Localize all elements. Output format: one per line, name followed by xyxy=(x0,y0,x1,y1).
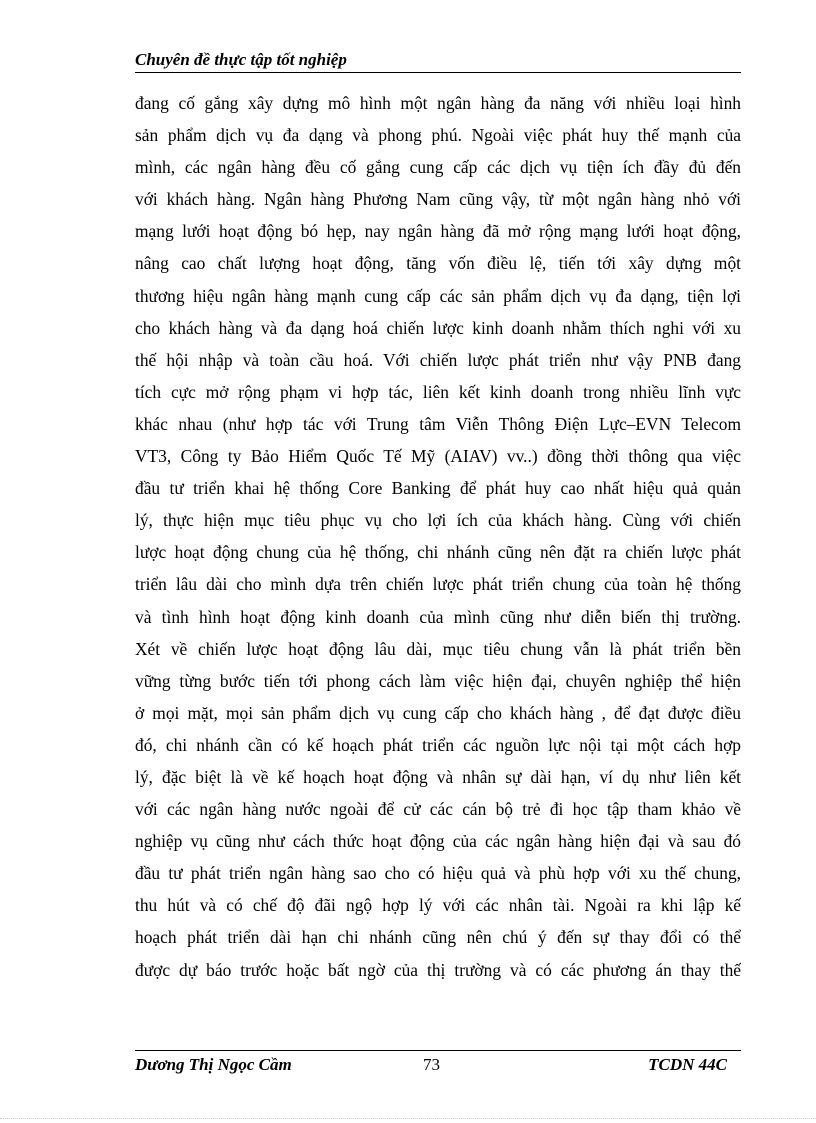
text-line: hoạch phát triển dài hạn chi nhánh cũng nên chú ý đến sự thay đổi có thể xyxy=(135,927,741,948)
text-line: đang cố gắng xây dựng mô hình một ngân hàng đa năng với nhiều loại hình xyxy=(135,93,741,113)
page-edge-divider xyxy=(0,1118,816,1119)
page-footer xyxy=(135,1050,741,1083)
text-line: cho khách hàng và đa dạng hoá chiến lược kinh doanh nhằm thích nghi với xu xyxy=(135,317,741,338)
text-line: ở mọi mặt, mọi sản phẩm dịch vụ cung cấp cho khách hàng , để đạt được điều xyxy=(135,702,741,723)
text-line: mình, các ngân hàng đều cố gắng cung cấp các dịch vụ tiện ích đầy đủ đến xyxy=(135,157,741,178)
text-line: và tình hình hoạt động kinh doanh của mình cũng như diễn biến thị trường. xyxy=(135,606,741,627)
text-line: khác nhau (như hợp tác với Trung tâm Viễn Thông Điện Lực–EVN Telecom xyxy=(135,413,741,434)
footer-author: Dương Thị Ngọc Cầm xyxy=(135,1055,292,1074)
text-line: lý, thực hiện mục tiêu phục vụ cho lợi ích của khách hàng. Cùng với chiến xyxy=(135,510,741,531)
text-line: đầu tư phát triển ngân hàng sao cho có hiệu quả và phù hợp với xu thế chung, xyxy=(135,863,741,884)
header-title: Chuyên đề thực tập tốt nghiệp xyxy=(135,50,347,69)
body-text xyxy=(135,87,741,986)
text-line: với các ngân hàng nước ngoài để cử các cán bộ trẻ đi học tập tham khảo về xyxy=(135,799,741,820)
text-line: nâng cao chất lượng hoạt động, tăng vốn điều lệ, tiến tới xây dựng một xyxy=(135,253,741,274)
text-line: tích cực mở rộng phạm vi hợp tác, liên kết kinh doanh trong nhiều lĩnh vực xyxy=(135,381,741,402)
text-line: sản phẩm dịch vụ đa dạng và phong phú. Ngoài việc phát huy thế mạnh của xyxy=(135,125,741,146)
text-line: đầu tư triển khai hệ thống Core Banking để phát huy cao nhất hiệu quả quản xyxy=(135,478,741,499)
text-line: được dự báo trước hoặc bất ngờ của thị trường và có các phương án thay thế xyxy=(135,959,741,980)
text-line: lược hoạt động chung của hệ thống, chi nhánh cũng nên đặt ra chiến lược phát xyxy=(135,542,741,563)
text-line: Xét về chiến lược hoạt động lâu dài, mục tiêu chung vẫn là phát triển bền xyxy=(135,638,741,659)
text-line: đó, chi nhánh cần có kế hoạch phát triển các nguồn lực nội tại một cách hợp xyxy=(135,734,741,755)
text-line: nghiệp vụ cũng như cách thức hoạt động của các ngân hàng hiện đại và sau đó xyxy=(135,831,741,852)
text-line: lý, đặc biệt là về kế hoạch hoạt động và nhân sự dài hạn, ví dụ như liên kết xyxy=(135,766,741,787)
text-line: thương hiệu ngân hàng mạnh cung cấp các sản phẩm dịch vụ đa dạng, tiện lợi xyxy=(135,285,741,306)
footer-class-code: TCDN 44C xyxy=(648,1055,727,1074)
text-line: triển lâu dài cho mình dựa trên chiến lược phát triển chung của toàn hệ thống xyxy=(135,574,741,595)
text-line: VT3, Công ty Bảo Hiểm Quốc Tế Mỹ (AIAV) vv..) đồng thời thông qua việc xyxy=(135,446,741,467)
text-line: với khách hàng. Ngân hàng Phương Nam cũng vậy, từ một ngân hàng nhỏ với xyxy=(135,189,741,210)
text-line: vững từng bước tiến tới phong cách làm việc hiện đại, chuyên nghiệp thể hiện xyxy=(135,670,741,691)
text-line: thế hội nhập và toàn cầu hoá. Với chiến lược phát triển như vậy PNB đang xyxy=(135,349,741,370)
page-number: 73 xyxy=(423,1055,440,1074)
page-header xyxy=(135,48,741,73)
text-line: mạng lưới hoạt động bó hẹp, nay ngân hàng đã mở rộng mạng lưới hoạt động, xyxy=(135,221,741,242)
text-line: thu hút và có chế độ đãi ngộ hợp lý với các nhân tài. Ngoài ra khi lập kế xyxy=(135,895,741,916)
